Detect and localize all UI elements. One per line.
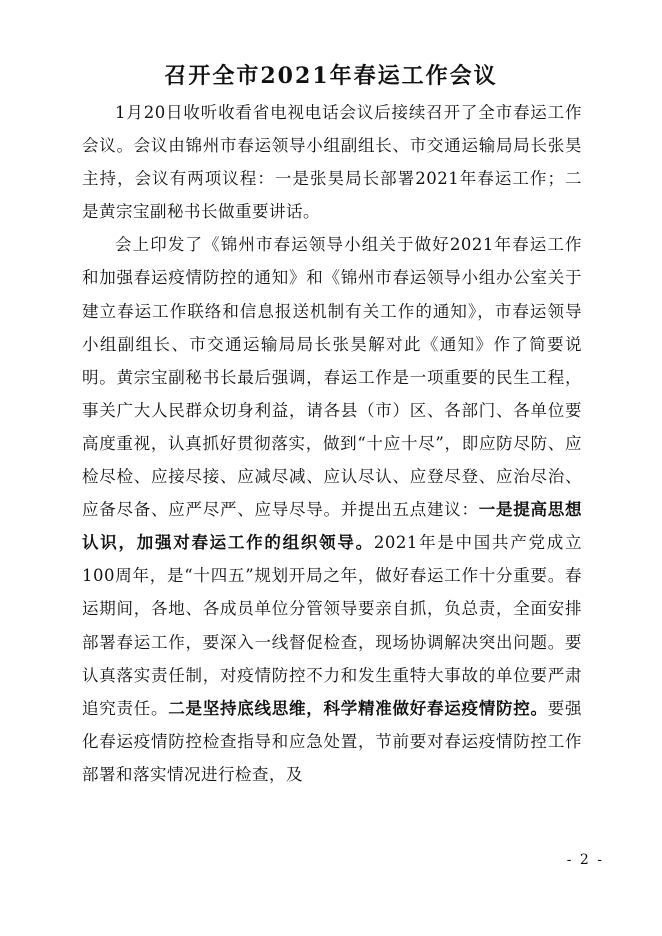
emphasis-point-two: 二是坚持底线思维，科学精准做好春运疫情防控。: [168, 698, 548, 718]
paragraph-text: 2021年是中国共产党成立100周年，是“十四五”规划开局之年，做好春运工作十分重要。春运期间，各地、各成员单位分管领导要亲自抓，负总责，全面安排部署春运工作，要深入一线督促检查，现场协调解决突出问题。要认真落实责任制，对疫情防控不力和发生重特大事故的单位要严肃追究责任。: [82, 533, 582, 718]
paragraph-meeting-details: [82, 228, 582, 791]
paragraph-text: 要强化春运疫情防控检查指导和应急处置，节前要对春运疫情防控工作部署和落实情况进行检查，及: [82, 698, 582, 784]
paragraph-text: 会上印发了《锦州市春运领导小组关于做好2021年春运工作和加强春运疫情防控的通知》和《锦州市春运领导小组办公室关于建立春运工作联络和信息报送机制有关工作的通知》，市春运领导小组副组长、市交通运输局局长张昊解对此《通知》作了简要说明。黄宗宝副秘书长最后强调，春运工作是一项重要的民生工程，事关广大人民群众切身利益，请各县（市）区、各部门、各单位要高度重视，认真抓好贯彻落实，做到“十应十尽”，即应防尽防、应检尽检、应接尽接、应减尽减、应认尽认、应登尽登、应治尽治、应备尽备、应严尽严、应导尽导。并提出五点建议：: [82, 235, 582, 520]
paragraph-meeting-summary: 1月20日收听收看省电视电话会议后接续召开了全市春运工作会议。会议由锦州市春运领导小组副组长、市交通运输局局长张昊主持，会议有两项议程：一是张昊局长部署2021年春运工作；二是黄宗宝副秘书长做重要讲话。: [82, 103, 582, 222]
emphasis-point-one: 一是提高思想认识，加强对春运工作的组织领导。: [82, 500, 582, 553]
page-number: - 2 -: [566, 852, 604, 868]
document-body: [82, 96, 582, 791]
document-title: 召开全市2021年春运工作会议: [164, 63, 498, 89]
